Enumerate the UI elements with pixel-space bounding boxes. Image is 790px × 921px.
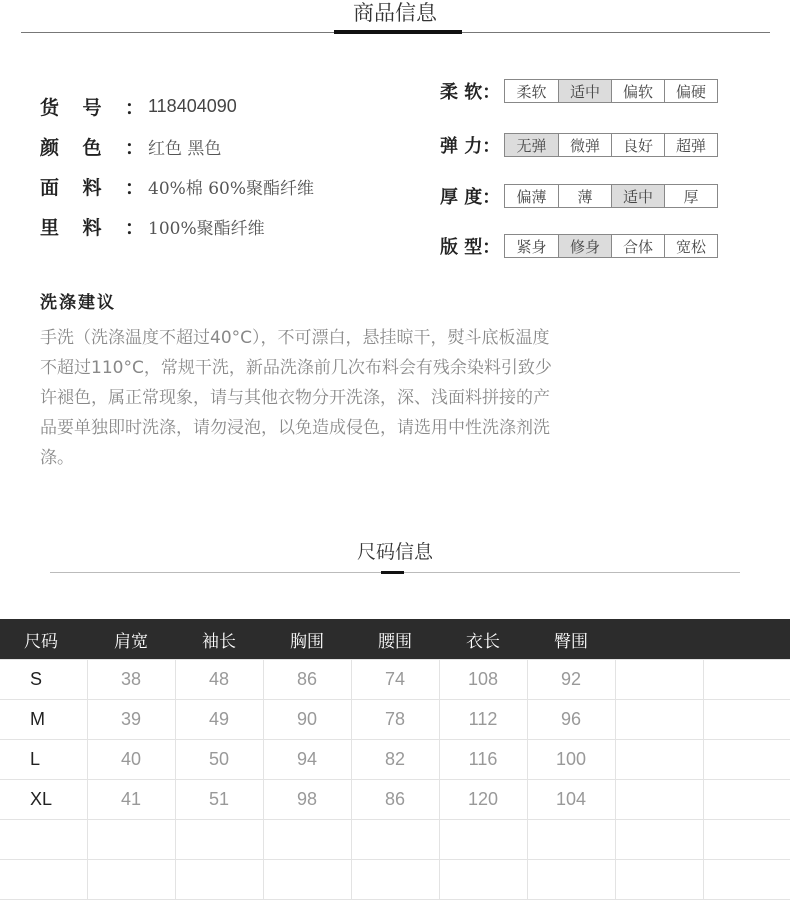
info-row-lining	[40, 214, 265, 238]
attr-option: 微弹	[558, 134, 611, 156]
attr-label: 厚 度：	[440, 187, 501, 208]
size-table	[0, 619, 790, 900]
table-cell: 39	[87, 700, 175, 740]
table-cell	[615, 820, 703, 860]
attr-label: 弹 力：	[440, 136, 501, 157]
info-label: 面 料 ：	[40, 176, 144, 199]
header-cell: 腰围	[351, 619, 439, 660]
info-value: 40%棉 60%聚酯纤维	[148, 178, 314, 199]
attr-label: 版 型：	[440, 237, 501, 258]
info-value: 100%聚酯纤维	[148, 218, 265, 239]
info-value: 118404090	[148, 95, 237, 116]
table-cell	[263, 860, 351, 900]
table-cell	[527, 820, 615, 860]
attr-label: 柔 软：	[440, 82, 501, 103]
table-cell	[527, 860, 615, 900]
attr-option: 偏薄	[516, 187, 547, 206]
attr-option: 良好	[611, 134, 664, 156]
table-cell: 90	[263, 700, 351, 740]
size-label-cell: S	[0, 660, 87, 700]
size-label-cell: M	[0, 700, 87, 740]
table-cell	[615, 780, 703, 820]
attr-option: 修身	[558, 235, 611, 257]
attr-option: 偏硬	[664, 80, 717, 102]
table-cell	[703, 780, 790, 820]
attr-option: 柔软	[516, 82, 547, 101]
attr-scale	[504, 133, 718, 157]
attr-option: 适中	[611, 185, 664, 207]
table-cell: 51	[175, 780, 263, 820]
table-cell	[703, 820, 790, 860]
header-cell	[703, 619, 790, 660]
table-row	[0, 660, 790, 700]
attr-option: 厚	[664, 185, 717, 207]
info-row-fabric	[40, 174, 314, 198]
table-cell	[703, 740, 790, 780]
size-label-cell	[0, 860, 87, 900]
table-cell: 116	[439, 740, 527, 780]
table-cell: 48	[175, 660, 263, 700]
header-cell: 衣长	[439, 619, 527, 660]
table-cell: 86	[351, 780, 439, 820]
table-cell	[351, 860, 439, 900]
table-cell: 104	[527, 780, 615, 820]
info-label: 颜 色 ：	[40, 136, 144, 159]
header-accent-bar	[334, 30, 462, 34]
table-cell	[615, 860, 703, 900]
table-cell	[439, 860, 527, 900]
table-cell	[703, 660, 790, 700]
table-cell: 49	[175, 700, 263, 740]
table-cell: 41	[87, 780, 175, 820]
table-cell: 92	[527, 660, 615, 700]
table-cell	[615, 740, 703, 780]
table-cell	[175, 860, 263, 900]
size-info-title: 尺码信息	[356, 541, 433, 563]
attr-option: 紧身	[516, 237, 547, 256]
table-cell	[703, 860, 790, 900]
attr-option: 薄	[558, 185, 611, 207]
attr-option: 合体	[611, 235, 664, 257]
table-cell: 98	[263, 780, 351, 820]
header-cell: 肩宽	[87, 619, 175, 660]
size-table-body	[0, 660, 790, 900]
size-table-header	[0, 619, 790, 660]
table-cell	[703, 700, 790, 740]
table-cell: 100	[527, 740, 615, 780]
table-cell: 96	[527, 700, 615, 740]
size-label-cell: XL	[0, 780, 87, 820]
header-cell: 袖长	[175, 619, 263, 660]
attr-row-thickness	[440, 183, 718, 209]
table-cell: 120	[439, 780, 527, 820]
table-cell	[87, 860, 175, 900]
table-cell: 108	[439, 660, 527, 700]
header-cell: 尺码	[0, 619, 87, 660]
table-cell	[439, 820, 527, 860]
attr-row-fit	[440, 233, 718, 259]
table-row	[0, 740, 790, 780]
info-label: 货 号 ：	[40, 96, 144, 119]
table-cell: 50	[175, 740, 263, 780]
table-cell	[615, 700, 703, 740]
attr-option: 超弹	[664, 134, 717, 156]
attr-option: 无弹	[505, 134, 558, 156]
attr-scale	[504, 234, 718, 258]
attr-scale	[504, 184, 718, 208]
table-cell	[615, 660, 703, 700]
attr-row-elasticity	[440, 132, 718, 158]
table-cell: 74	[351, 660, 439, 700]
product-info-title: 商品信息	[353, 1, 437, 25]
table-cell: 94	[263, 740, 351, 780]
attr-option: 适中	[558, 80, 611, 102]
attr-row-softness	[440, 78, 718, 104]
info-row-item-number	[40, 94, 237, 118]
wash-title: 洗涤建议	[40, 293, 116, 313]
header-cell: 臀围	[527, 619, 615, 660]
info-value: 红色 黑色	[148, 138, 222, 159]
info-label: 里 料 ：	[40, 216, 144, 239]
table-cell: 86	[263, 660, 351, 700]
table-row	[0, 780, 790, 820]
attr-scale	[504, 79, 718, 103]
table-row	[0, 700, 790, 740]
size-label-cell	[0, 820, 87, 860]
info-row-color	[40, 134, 221, 158]
table-cell: 40	[87, 740, 175, 780]
size-header-accent-bar	[381, 571, 404, 574]
table-cell	[263, 820, 351, 860]
table-row	[0, 820, 790, 860]
table-cell: 78	[351, 700, 439, 740]
table-row	[0, 860, 790, 900]
size-label-cell: L	[0, 740, 87, 780]
table-cell	[351, 820, 439, 860]
attr-option: 偏软	[611, 80, 664, 102]
attr-option: 宽松	[664, 235, 717, 257]
table-cell	[87, 820, 175, 860]
table-cell	[175, 820, 263, 860]
table-cell: 38	[87, 660, 175, 700]
header-cell: 胸围	[263, 619, 351, 660]
wash-text: 手洗（洗涤温度不超过40°C），不可漂白，悬挂晾干，熨斗底板温度不超过110°C，常规干洗，新品洗涤前几次布料会有残余染料引致少许褪色，属正常现象，请与其他衣物分开洗涤，深、浅面料拼接的产品要单独即时洗涤，请勿浸泡，以免造成侵色，请选用中性洗涤剂洗涤。	[40, 328, 552, 468]
header-cell	[615, 619, 703, 660]
table-cell: 112	[439, 700, 527, 740]
table-cell: 82	[351, 740, 439, 780]
